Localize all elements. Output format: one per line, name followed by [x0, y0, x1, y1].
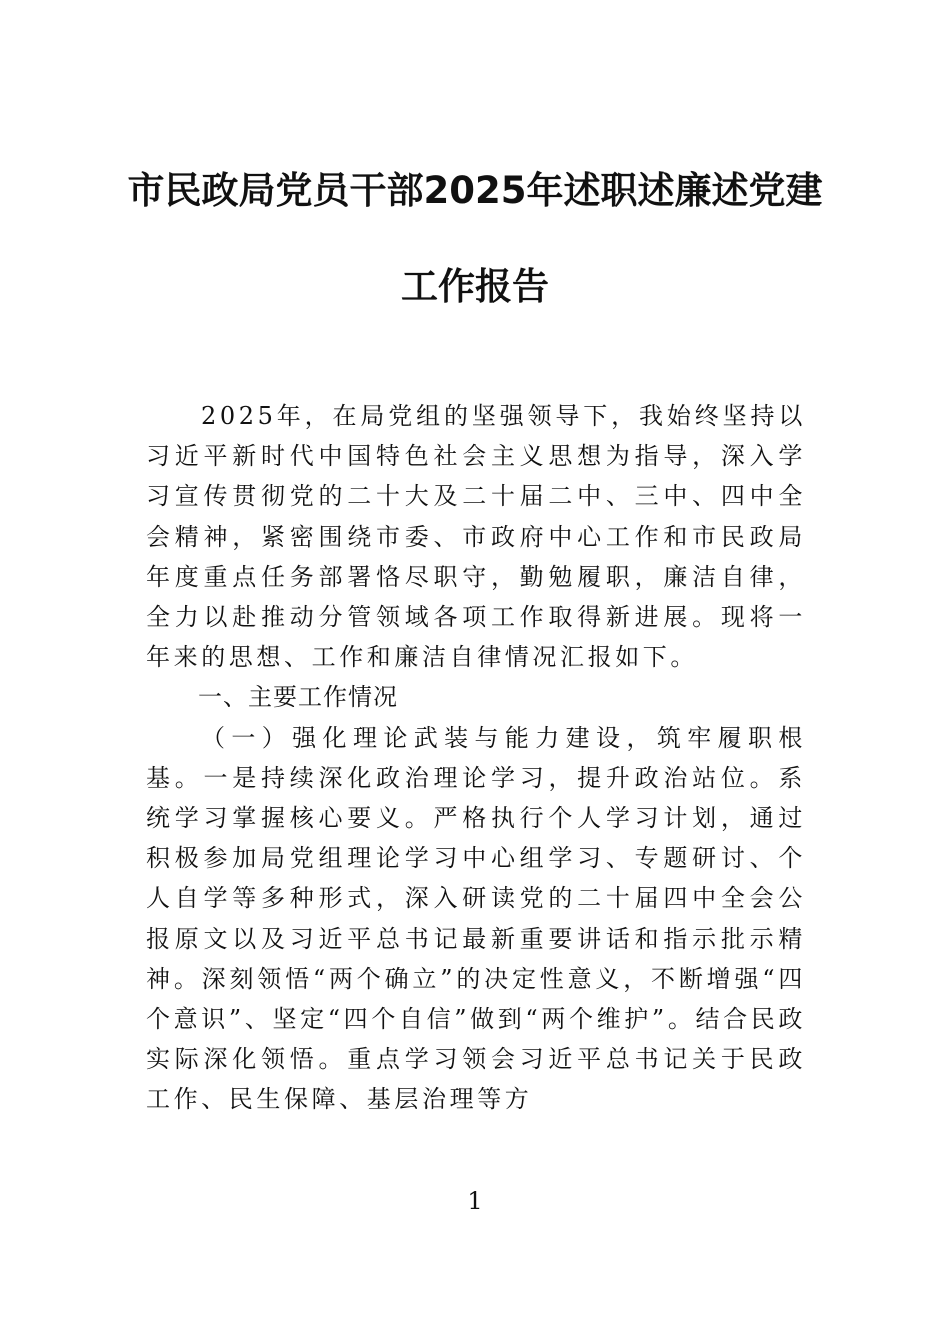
subsection-body: 一是持续深化政治理论学习，提升政治站位。系统学习掌握核心要义。严格执行个人学习计划，通过积极参加局党组理论学习中心组学习、专题研讨、个人自学等多种形式，深入研读党的二十届四中全会公报原文以及习近平总书记最新重要讲话和指示批示精神。深刻领悟“两个确立”的决定性意义，不断增强“四个意识”、坚定“四个自信”做到“两个维护”。结合民政实际深化领悟。重点学习领会习近平总书记关于民政工作、民生保障、基层治理等方 — [146, 763, 806, 1114]
document-title-line-1: 市民政局党员干部2025年述职述廉述党建 — [127, 169, 823, 212]
intro-paragraph: 2025年，在局党组的坚强领导下，我始终坚持以习近平新时代中国特色社会主义思想为指导，深入学习宣传贯彻党的二十大及二十届二中、三中、四中全会精神，紧密围绕市委、市政府中心工作和市民政局年度重点任务部署恪尽职守，勤勉履职，廉洁自律，全力以赴推动分管领域各项工作取得新进展。现将一年来的思想、工作和廉洁自律情况汇报如下。 — [146, 402, 806, 672]
section-heading: 一、主要工作情况 — [198, 683, 398, 712]
subsection-paragraph — [146, 718, 806, 1120]
subsection-title: （一）强化理论武装与能力建设，筑牢履职根基。 — [146, 723, 806, 792]
page-number: 1 — [467, 1187, 483, 1215]
document-title-line-2: 工作报告 — [401, 265, 549, 308]
document-body — [146, 396, 806, 1120]
